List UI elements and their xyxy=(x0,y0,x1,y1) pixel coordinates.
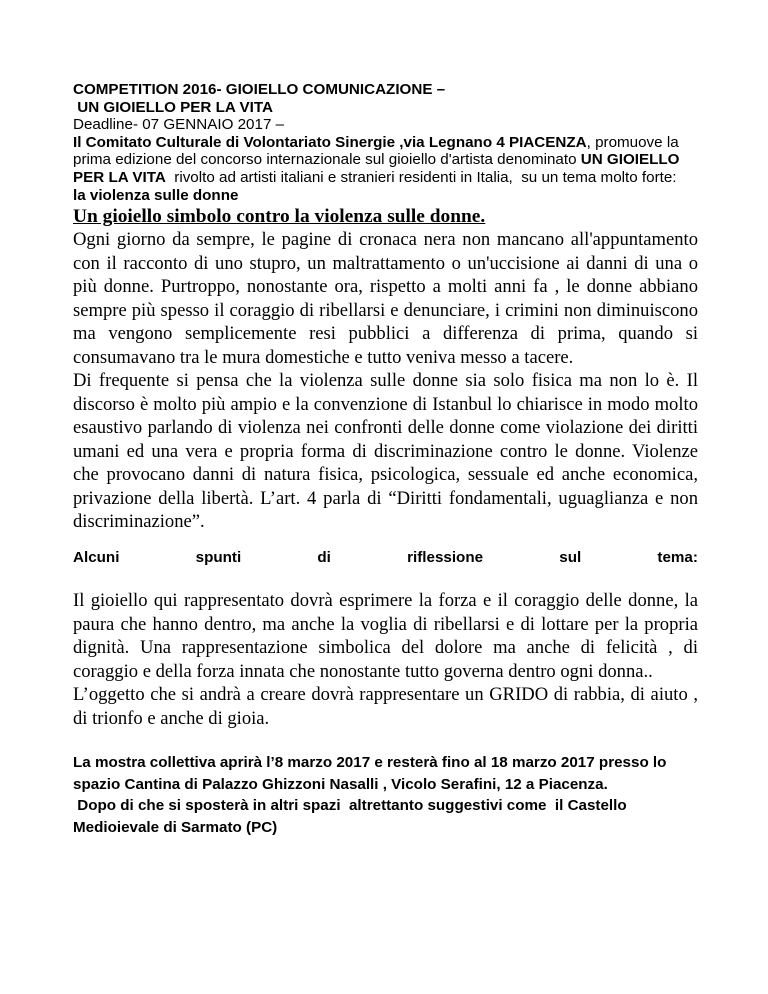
spunti-word: riflessione xyxy=(407,548,484,566)
exhibition-info xyxy=(73,752,698,838)
spunti-word: Alcuni xyxy=(73,548,120,566)
competition-subtitle: UN GIOIELLO PER LA VITA xyxy=(73,98,273,116)
intro-text-b: rivolto ad artisti italiani e stranieri residenti in Italia, su un tema molto forte: xyxy=(165,168,677,186)
spunti-word: di xyxy=(317,548,331,566)
intro-paragraph xyxy=(73,134,698,187)
organizer-text: Il Comitato Culturale di Volontariato Sinergie ,via Legnano 4 PIACENZA xyxy=(73,133,587,151)
competition-title: COMPETITION 2016- GIOIELLO COMUNICAZIONE – xyxy=(73,81,446,98)
intro-text-a: , promuove la prima edizione del concorso internazionale sul gioiello d'artista denominato xyxy=(73,133,679,169)
spunti-word: tema: xyxy=(657,548,698,566)
exhibition-dates: La mostra collettiva aprirà l’8 marzo 2017 e resterà fino al 18 marzo 2017 presso lo spazio Cantina di Palazzo Ghizzoni Nasalli , Vicolo Serafini, 12 a Piacenza. xyxy=(73,754,667,793)
body-paragraph-2: Di frequente si pensa che la violenza sulle donne sia solo fisica ma non lo è. Il discorso è molto più ampio e la convenzione di Istanbul lo chiarisce in modo molto esaustivo parlando di violenza nei confronti delle donne come violazione dei diritti umani ed una vera e propria forma di discriminazione contro le donne. Violenze che provocano danni di natura fisica, psicologica, sessuale ed anche economica, privazione della libertà. L’art. 4 parla di “Diritti fondamentali, uguaglianza e non discriminazione”. xyxy=(73,370,698,533)
spunti-word: spunti xyxy=(195,548,242,566)
contest-name: UN GIOIELLO PER LA VITA xyxy=(73,151,680,186)
section-heading: Un gioiello simbolo contro la violenza sulle donne. xyxy=(73,206,486,228)
document-page xyxy=(73,81,698,838)
deadline-line: Deadline- 07 GENNAIO 2017 – xyxy=(73,116,285,134)
reflection-paragraph-1: Il gioiello qui rappresentato dovrà esprimere la forza e il coraggio delle donne, la paura che hanno dentro, ma anche la voglia di ribellarsi e di lottare per la propria dignità. Una rappresentazione simbolica del dolore ma anche di felicità , di coraggio e della forza innata che nonostante tutto governa dentro ogni donna.. xyxy=(73,590,698,682)
theme-line: la violenza sulle donne xyxy=(73,186,239,204)
body-paragraph-1: Ogni giorno da sempre, le pagine di cronaca nera non mancano all'appuntamento con il racconto di uno stupro, un maltrattamento o un'uccisione ai danni di una o più donne. Purtroppo, nonostante ora, rispetto a molti anni fa , le donne abbiano sempre più spesso il coraggio di ribellarsi e denunciare, i crimini non diminuiscono ma vengono semplicemente resi pubblici a differenza di prima, quando si consumavano tra le mura domestiche e tutto veniva messo a tacere. xyxy=(73,229,698,368)
spunti-heading xyxy=(73,549,698,567)
reflection-paragraph-2: L’oggetto che si andrà a creare dovrà rappresentare un GRIDO di rabbia, di aiuto , di trionfo e anche di gioia. xyxy=(73,684,698,729)
spunti-word: sul xyxy=(559,548,582,566)
exhibition-next-venue: Dopo di che si sposterà in altri spazi altrettanto suggestivi come il Castello Medioievale di Sarmato (PC) xyxy=(73,797,631,836)
